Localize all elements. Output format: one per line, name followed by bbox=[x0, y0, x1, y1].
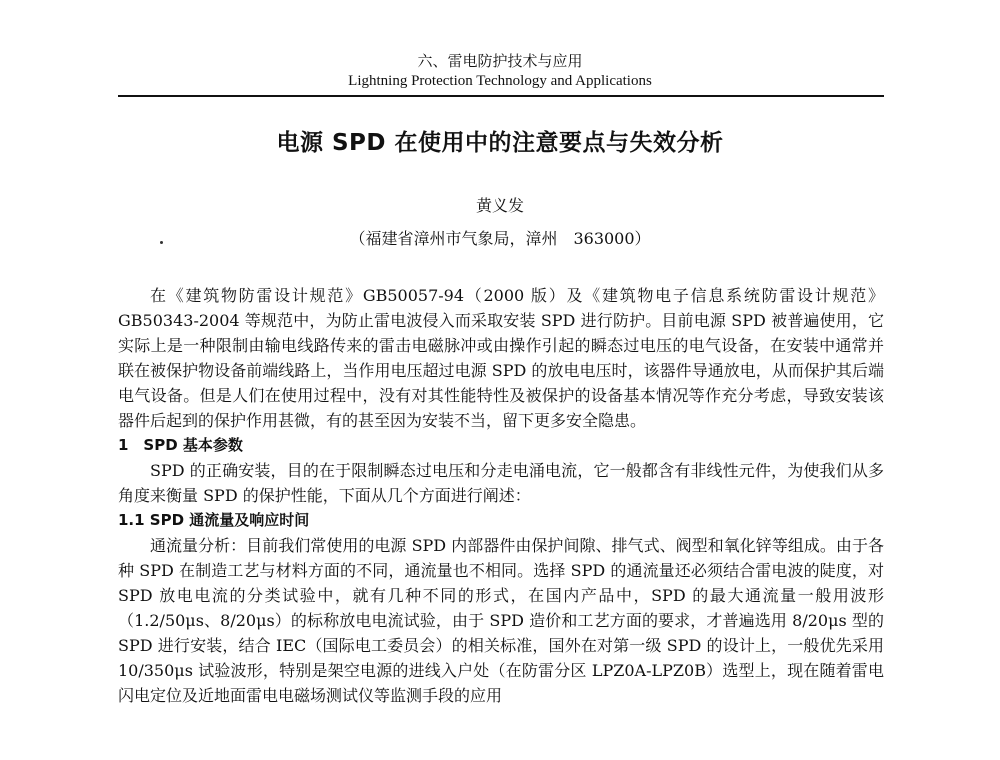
running-head-chinese: 六、雷电防护技术与应用 bbox=[417, 52, 583, 70]
author-affiliation: （福建省漳州市气象局，漳州 363000） bbox=[349, 229, 651, 248]
running-head-english: Lightning Protection Technology and Applications bbox=[348, 73, 652, 89]
paper-title: 电源 SPD 在使用中的注意要点与失效分析 bbox=[276, 130, 724, 156]
body-text bbox=[118, 283, 884, 708]
stray-mark bbox=[160, 241, 163, 244]
author-name: 黄义发 bbox=[475, 196, 524, 215]
header-rule bbox=[118, 95, 884, 97]
section-1-1-heading: 1.1 SPD 通流量及响应时间 bbox=[118, 511, 310, 529]
section-1-1-paragraph: 通流量分析：目前我们常使用的电源 SPD 内部器件由保护间隙、排气式、阀型和氧化锌等组成。由于各种 SPD 在制造工艺与材料方面的不同，通流量也不相同。选择 SPD 的通流量还必须结合雷电波的陡度，对 SPD 放电电流的分类试验中，就有几种不同的形式，在国内产品中，SPD 的最大通流量一般用波形（1.2/50μs、8/20μs）的标称放电电流试验，由于 SPD 造价和工艺方面的要求，才普遍选用 8/20μs 型的 SPD 进行安装，结合 IEC（国际电工委员会）的相关标准，国外在对第一级 SPD 的设计上，一般优先采用 10/350μs 试验波形，特别是架空电源的进线入户处（在防雷分区 LPZ0A-LPZ0B）选型上，现在随着雷电闪电定位及近地面雷电电磁场测试仪等监测手段的应用 bbox=[118, 536, 884, 705]
intro-paragraph: 在《建筑物防雷设计规范》GB50057-94（2000 版）及《建筑物电子信息系统防雷设计规范》GB50343-2004 等规范中，为防止雷电波侵入而采取安装 SPD 进行防护。目前电源 SPD 被普遍使用，它实际上是一种限制由输电线路传来的雷击电磁脉冲或由操作引起的瞬态过电压的电气设备，在安装中通常并联在被保护物设备前端线路上，当作用电压超过电源 SPD 的放电电压时，该器件导通放电，从而保护其后端电气设备。但是人们在使用过程中，没有对其性能特性及被保护的设备基本情况等作充分考虑，导致安装该器件后起到的保护作用甚微，有的甚至因为安装不当，留下更多安全隐患。 bbox=[118, 286, 884, 430]
section-1-heading: 1 SPD 基本参数 bbox=[118, 436, 243, 454]
section-1-paragraph: SPD 的正确安装，目的在于限制瞬态过电压和分走电涌电流，它一般都含有非线性元件，为使我们从多角度来衡量 SPD 的保护性能，下面从几个方面进行阐述： bbox=[118, 461, 884, 505]
